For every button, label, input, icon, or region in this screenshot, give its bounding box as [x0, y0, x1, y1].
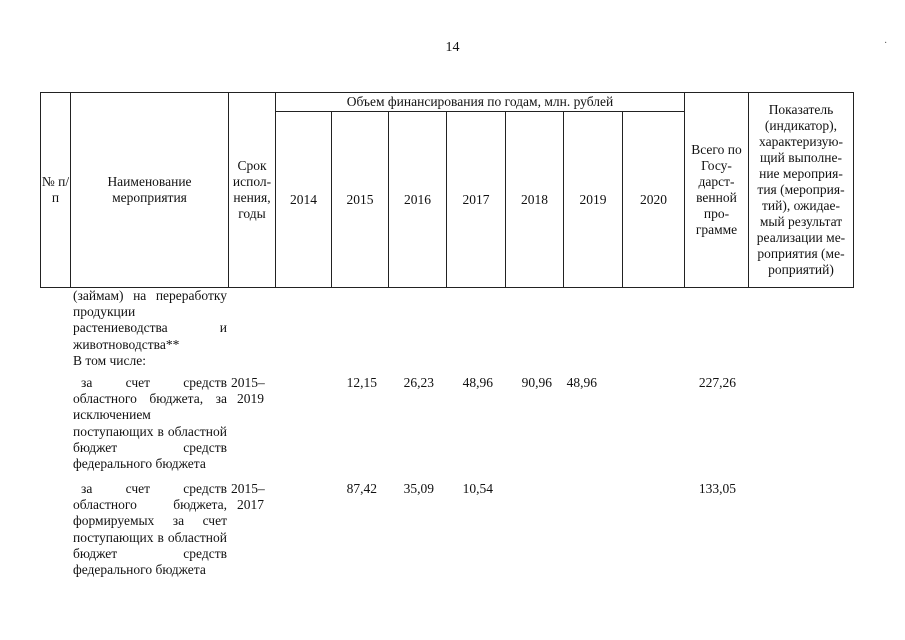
scan-mark: ·	[884, 38, 888, 49]
header-year-label: 2020	[640, 191, 667, 207]
table-row-1-total: 227,26	[698, 375, 736, 390]
header-total	[684, 92, 749, 288]
header-year-2018	[505, 111, 564, 288]
header-term-label: Срок испол-нения, годы	[232, 158, 272, 221]
table-row-2-2017: 10,54	[462, 481, 493, 496]
header-name	[70, 92, 229, 288]
term-start: 2015–	[231, 375, 265, 390]
header-funding-group-label: Объем финансирования по годам, млн. рублей	[346, 94, 614, 109]
header-indicator	[748, 92, 854, 288]
term-end: 2017	[237, 497, 264, 513]
table-row-1-term	[231, 375, 277, 407]
continued-item-text: (займам) на переработку продукции растениеводства и животноводства**	[73, 288, 227, 352]
header-year-label: 2019	[579, 191, 607, 207]
header-name-label: Наименование мероприятия	[107, 174, 192, 205]
header-year-2016	[388, 111, 447, 288]
table-row-2-2016: 35,09	[403, 481, 434, 496]
header-total-label: Всего по Госу-дарст-венной про-грамме	[691, 142, 742, 237]
header-year-label: 2018	[521, 191, 548, 207]
table-row-1-2019: 48,96	[566, 375, 597, 390]
table-row-1-2018: 90,96	[521, 375, 552, 390]
table-row-1-2017: 48,96	[462, 375, 493, 390]
table-row-2-total: 133,05	[698, 481, 736, 496]
header-term	[228, 92, 276, 288]
table-row-2-2015: 87,42	[346, 481, 377, 496]
header-num	[40, 92, 71, 288]
header-year-2015	[331, 111, 389, 288]
table-row-1-2015: 12,15	[346, 375, 377, 390]
term-start: 2015–	[231, 481, 265, 496]
table-row-1-name: за счет средств областного бюджета, за исключением поступающих в областной бюджет средств федерального бюджета	[73, 375, 227, 472]
header-year-2017	[446, 111, 506, 288]
header-funding-group	[275, 92, 685, 112]
term-end: 2019	[237, 391, 264, 407]
in-total-label: В том числе:	[73, 353, 146, 368]
header-num-label: № п/п	[41, 174, 70, 205]
header-year-label: 2016	[404, 191, 431, 207]
table-row-1-2016: 26,23	[403, 375, 434, 390]
header-indicator-label: Показатель (индикатор), характеризую-щий выполне-ние мероприя-тия (мероприя-тий), ожидае-мый результат реализации ме-роприятия (ме-роприятий)	[756, 102, 846, 277]
table-row-2-name: за счет средств областного бюджета, формируемых за счет поступающих в областной бюджет средств федерального бюджета	[73, 481, 227, 578]
page-number: 14	[445, 40, 460, 55]
header-year-2019	[563, 111, 623, 288]
header-year-label: 2014	[290, 191, 317, 207]
header-year-2020	[622, 111, 685, 288]
table-row-2-term	[231, 481, 277, 513]
header-year-2014	[275, 111, 332, 288]
header-year-label: 2015	[346, 191, 374, 207]
header-year-label: 2017	[462, 191, 490, 207]
